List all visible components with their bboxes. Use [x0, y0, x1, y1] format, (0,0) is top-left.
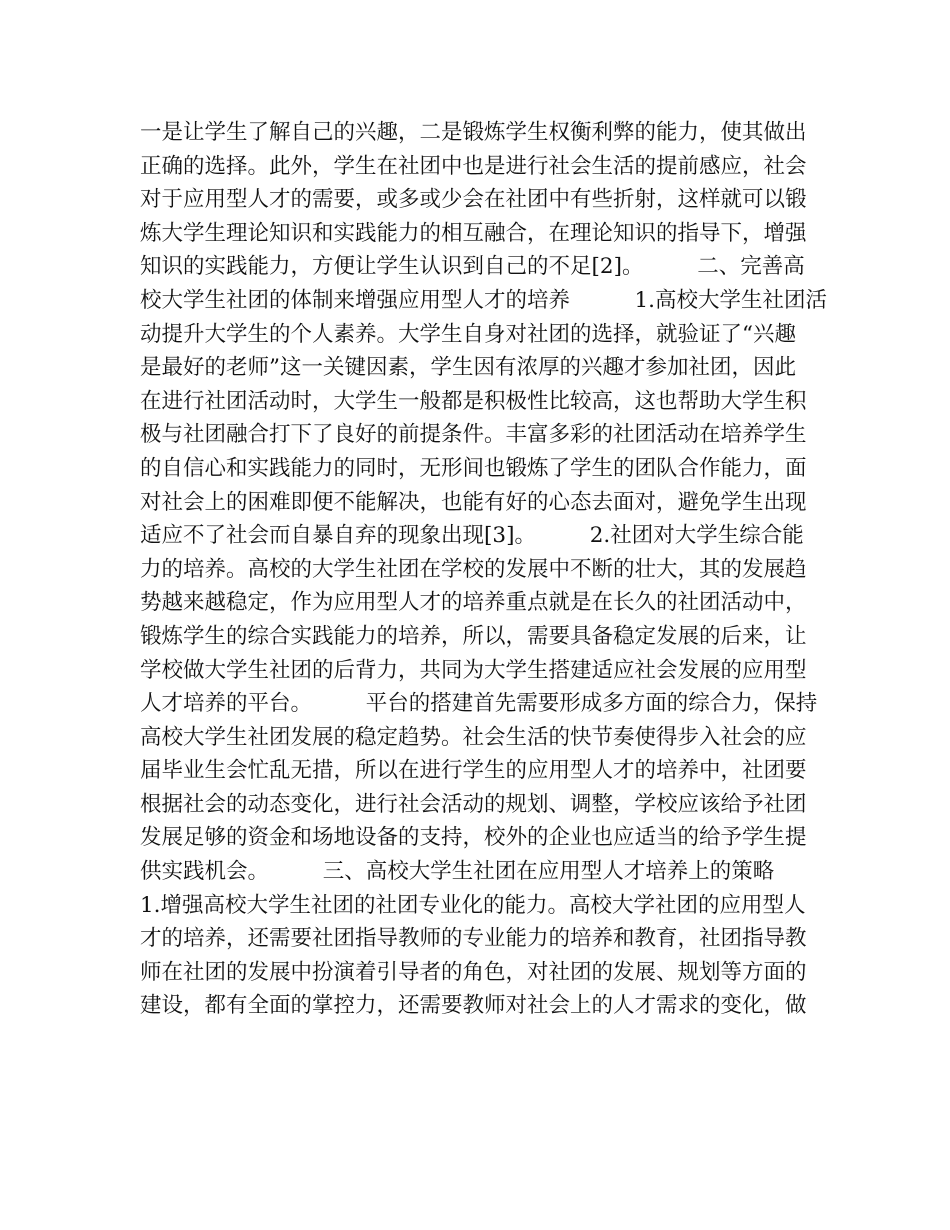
text-line: 适应不了社会而自暴自弃的现象出现[3]。 2.社团对大学生综合能 [140, 523, 804, 549]
text-line: 势越来越稳定，作为应用型人才的培养重点就是在长久的社团活动中， [140, 590, 807, 616]
text-line: 学校做大学生社团的后背力，共同为大学生搭建适应社会发展的应用型 [140, 657, 807, 683]
text-line: 锻炼学生的综合实践能力的培养，所以，需要具备稳定发展的后来，让 [140, 623, 807, 649]
text-line: 师在社团的发展中扮演着引导者的角色，对社团的发展、规划等方面的 [140, 959, 807, 985]
text-line: 根据社会的动态变化，进行社会活动的规划、调整，学校应该给予社团 [140, 791, 807, 817]
text-line: 力的培养。高校的大学生社团在学校的发展中不断的壮大，其的发展趋 [140, 556, 807, 582]
body-text [140, 116, 828, 1023]
text-line: 发展足够的资金和场地设备的支持，校外的企业也应适当的给予学生提 [140, 825, 807, 851]
text-line: 正确的选择。此外，学生在社团中也是进行社会生活的提前感应，社会 [140, 153, 807, 179]
text-line: 对于应用型人才的需要，或多或少会在社团中有些折射，这样就可以锻 [140, 187, 807, 213]
text-line: 炼大学生理论知识和实践能力的相互融合，在理论知识的指导下，增强 [140, 220, 807, 246]
text-line: 一是让学生了解自己的兴趣，二是锻炼学生权衡利弊的能力，使其做出 [140, 120, 807, 145]
text-line: 供实践机会。 三、高校大学生社团在应用型人才培养上的策略 [140, 859, 775, 885]
text-line: 在进行社团活动时，大学生一般都是积极性比较高，这也帮助大学生积 [140, 388, 807, 414]
text-line: 的自信心和实践能力的同时，无形间也锻炼了学生的团队合作能力，面 [140, 455, 807, 481]
text-line: 对社会上的困难即便不能解决，也能有好的心态去面对，避免学生出现 [140, 489, 807, 515]
text-line: 1.增强高校大学生社团的社团专业化的能力。高校大学社团的应用型人 [140, 892, 806, 918]
text-line: 高校大学生社团发展的稳定趋势。社会生活的快节奏使得步入社会的应 [140, 724, 807, 750]
text-line: 是最好的老师”这一关键因素，学生因有浓厚的兴趣才参加社团，因此 [140, 355, 796, 381]
text-line: 知识的实践能力，方便让学生认识到自己的不足[2]。 二、完善高 [140, 254, 805, 280]
text-line: 建设，都有全面的掌控力，还需要教师对社会上的人才需求的变化，做 [140, 993, 807, 1019]
text-line: 才的培养，还需要社团指导教师的专业能力的培养和教育，社团指导教 [140, 926, 807, 952]
text-line: 校大学生社团的体制来增强应用型人才的培养 1.高校大学生社团活 [140, 287, 828, 313]
text-line: 人才培养的平台。 平台的搭建首先需要形成多方面的综合力，保持 [140, 691, 818, 717]
text-line: 动提升大学生的个人素养。大学生自身对社团的选择，就验证了“兴趣 [140, 321, 796, 347]
text-line: 极与社团融合打下了良好的前提条件。丰富多彩的社团活动在培养学生 [140, 422, 807, 448]
text-line: 届毕业生会忙乱无措，所以在进行学生的应用型人才的培养中，社团要 [140, 758, 807, 784]
